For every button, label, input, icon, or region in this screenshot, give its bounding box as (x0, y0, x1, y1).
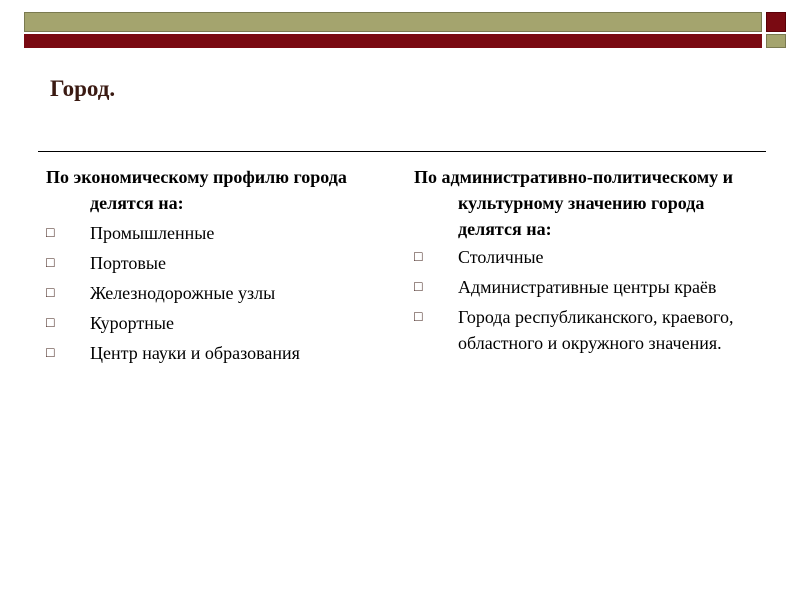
square-bullet-icon: □ (414, 310, 423, 325)
list-item (414, 244, 750, 270)
list-item (46, 340, 382, 366)
square-bullet-icon: □ (46, 286, 55, 301)
list-item (414, 304, 750, 356)
list-item-label: Столичные (458, 247, 544, 267)
list-item (46, 310, 382, 336)
header-corner-red-square (766, 12, 786, 32)
left-column (46, 164, 382, 370)
list-item (46, 280, 382, 306)
square-bullet-icon: □ (46, 226, 55, 241)
right-column-list (414, 244, 750, 356)
list-item (46, 250, 382, 276)
square-bullet-icon: □ (414, 250, 423, 265)
left-column-heading-text: По экономическому профилю города делятся на: (46, 167, 347, 213)
left-column-list (46, 220, 382, 366)
list-item-label: Курортные (90, 313, 174, 333)
left-column-heading (46, 164, 382, 216)
title-divider (38, 151, 766, 152)
header-corner-olive-square (766, 34, 786, 48)
header-red-bar (24, 34, 762, 48)
square-bullet-icon: □ (46, 316, 55, 331)
right-column (414, 164, 750, 360)
header-olive-bar (24, 12, 762, 32)
list-item-label: Города республиканского, краевого, областного и окружного значения. (458, 307, 734, 353)
list-item-label: Промышленные (90, 223, 215, 243)
slide-title: Город. (50, 76, 116, 101)
list-item-label: Центр науки и образования (90, 343, 300, 363)
list-item (414, 274, 750, 300)
list-item (46, 220, 382, 246)
right-column-heading (414, 164, 750, 242)
square-bullet-icon: □ (46, 346, 55, 361)
list-item-label: Административные центры краёв (458, 277, 717, 297)
list-item-label: Портовые (90, 253, 166, 273)
square-bullet-icon: □ (46, 256, 55, 271)
right-column-heading-text: По административно-политическому и культурному значению города делятся на: (414, 167, 733, 239)
list-item-label: Железнодорожные узлы (90, 283, 276, 303)
square-bullet-icon: □ (414, 280, 423, 295)
